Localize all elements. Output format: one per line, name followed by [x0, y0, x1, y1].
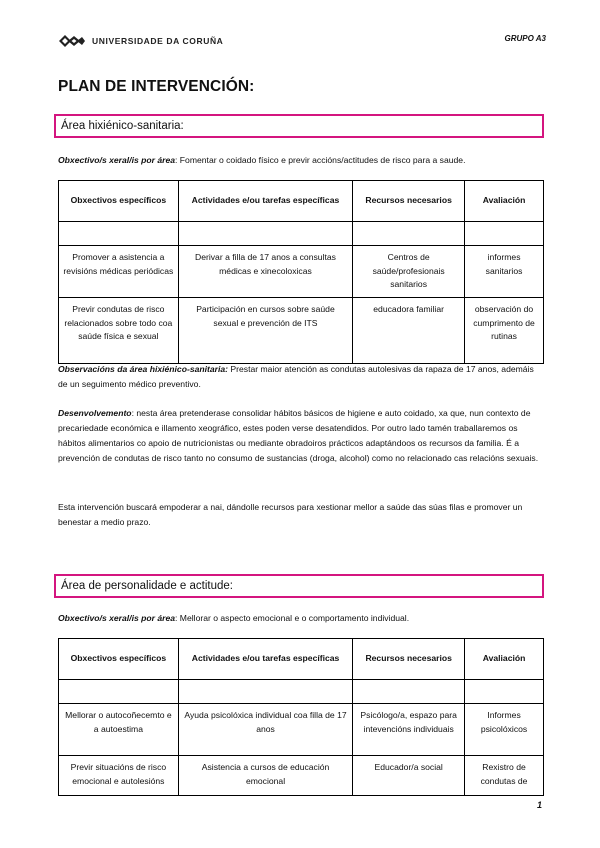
- table-cell: Informes psicolóxicos: [465, 704, 544, 756]
- table-row: [59, 704, 544, 756]
- objective-label: Obxectivo/s xeral/is por área: [58, 613, 176, 623]
- page-header: [58, 34, 548, 54]
- university-logo: [58, 34, 223, 48]
- column-header: Obxectivos específicos: [59, 639, 179, 680]
- table-spacer-row: [59, 680, 544, 704]
- table-cell: Participación en cursos sobre saúde sexual e prevención de ITS: [178, 298, 352, 364]
- objective-paragraph: [58, 153, 542, 168]
- development-text: : nesta área pretenderase consolidar hábitos básicos de higiene e auto coidado, xa que, nun contexto de precariedade económica e illamento xeográfico, estes poden verse desatendidos. Por outro lado tamén traballaremos os hábitos alimentarios co apoio de nutricionistas ou mediante obradoiros prácticos adaptándoos os recursos da familia. É a prevención de condutas de risco tanto no consumo de sustancias (droga, alcohol) como no relacionado cas relacións sexuais.: [58, 408, 539, 463]
- table-cell: observación do cumprimento de rutinas: [465, 298, 544, 364]
- table-row: [59, 246, 544, 298]
- table-header-row: [59, 639, 544, 680]
- section-heading-text: Área hixiénico-sanitaria:: [61, 120, 184, 132]
- table-cell: informes sanitarios: [465, 246, 544, 298]
- objective-text: : Mellorar o aspecto emocional e o comportamento individual.: [175, 613, 410, 623]
- closing-paragraph: [58, 500, 542, 530]
- section-heading-hygiene: [54, 114, 544, 138]
- observations-text: Prestar maior atención as condutas autolesivas da rapaza de 17 anos, ademáis de un seguimento médico preventivo.: [58, 364, 534, 389]
- table-cell: Asistencia a cursos de educación emocional: [178, 756, 353, 796]
- column-header: Actividades e/ou tarefas específicas: [178, 639, 353, 680]
- table-cell: Promover a asistencia a revisións médicas periódicas: [59, 246, 179, 298]
- group-label: GRUPO A3: [504, 34, 546, 43]
- development-label: Desenvolvemento: [58, 408, 132, 418]
- table-cell: Previr condutas de risco relacionados sobre todo coa saúde física e sexual: [59, 298, 179, 364]
- column-header: Recursos necesarios: [353, 639, 465, 680]
- table-cell: Centros de saúde/profesionais sanitarios: [353, 246, 465, 298]
- objective-paragraph: [58, 611, 542, 626]
- observations-paragraph: [58, 362, 542, 392]
- table-cell: Mellorar o autocoñecemto e a autoestima: [59, 704, 179, 756]
- table-cell: Previr situacións de risco emocional e autolesións: [59, 756, 179, 796]
- objective-text: : Fomentar o coidado físico e previr accións/actitudes de risco para a saude.: [175, 155, 466, 165]
- plan-table-hygiene: [58, 180, 544, 364]
- table-cell: Derivar a filla de 17 anos a consultas médicas e xinecoloxicas: [178, 246, 352, 298]
- column-header: Actividades e/ou tarefas específicas: [178, 181, 352, 222]
- column-header: Recursos necesarios: [353, 181, 465, 222]
- closing-text: Esta intervención buscará empoderar a nai, dándolle recursos para xestionar mellor a saúde das súas filas e promover un benestar a medio prazo.: [58, 502, 523, 527]
- table-cell: Psicólogo/a, espazo para intevencións individuais: [353, 704, 465, 756]
- column-header: Avaliación: [465, 639, 544, 680]
- university-emblem-icon: [58, 34, 86, 48]
- development-paragraph: [58, 406, 542, 466]
- table-cell: Educador/a social: [353, 756, 465, 796]
- column-header: Avaliación: [465, 181, 544, 222]
- table-row: [59, 756, 544, 796]
- table-row: [59, 298, 544, 364]
- section-heading-personality: [54, 574, 544, 598]
- table-cell: Ayuda psicolóxica individual coa filla de 17 anos: [178, 704, 353, 756]
- page-number: 1: [536, 800, 542, 810]
- table-cell: Rexistro de condutas de: [465, 756, 544, 796]
- page-title: PLAN DE INTERVENCIÓN:: [58, 78, 255, 95]
- table-header-row: [59, 181, 544, 222]
- table-spacer-row: [59, 222, 544, 246]
- column-header: Obxectivos específicos: [59, 181, 179, 222]
- university-name: UNIVERSIDADE DA CORUÑA: [92, 36, 224, 46]
- section-heading-text: Área de personalidade e actitude:: [61, 580, 233, 592]
- plan-table-personality: [58, 638, 544, 796]
- observations-label: Observacións da área hixiénico-sanitaria:: [58, 364, 229, 374]
- objective-label: Obxectivo/s xeral/is por área: [58, 155, 176, 165]
- table-cell: educadora familiar: [353, 298, 465, 364]
